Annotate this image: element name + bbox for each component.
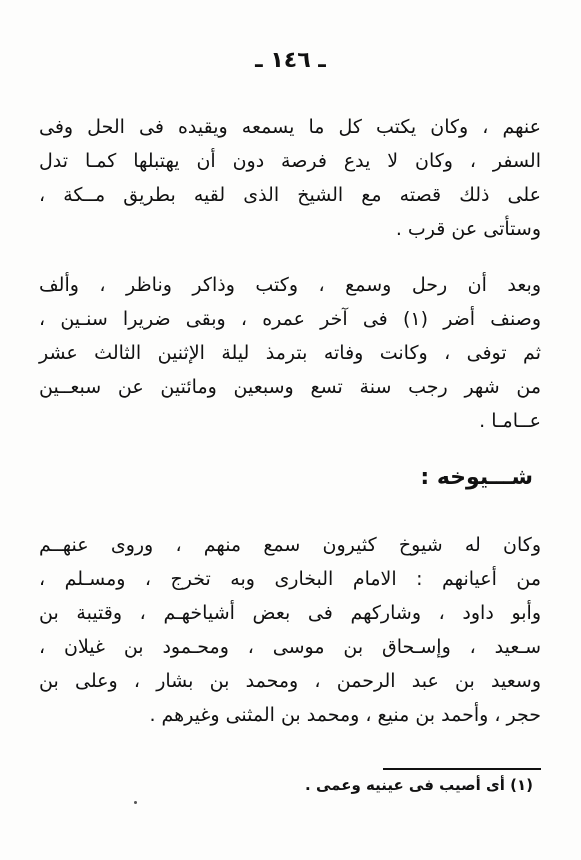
paragraph-biography-writing [39,110,541,246]
text-line: وصنف أضر (١) فى آخر عمره ، وبقى ضريرا سنـين ، [39,308,541,330]
text-line: على ذلك قصته مع الشيخ الذى لقيه بطريق مــكة ، [39,184,541,206]
text-line: سـعيد ، وإسـحاق بن موسى ، ومحـمود بن غيلان ، [39,636,541,658]
text-line: حجر ، وأحمد بن منيع ، ومحمد بن المثنى وغيرهم . [149,704,541,726]
paragraph-teachers [39,528,541,732]
section-heading-teachers: شـــيوخه : [420,465,533,490]
text-line: وبعد أن رحل وسمع ، وكتب وذاكر وناظر ، وألف [39,274,541,296]
text-line: من شهر رجب سنة تسع وسبعين ومائتين عن سبعــين [39,376,541,398]
paragraph-biography-death [39,268,541,438]
text-line: وسعيد بن عبد الرحمن ، ومحمد بن بشار ، وعلى بن [39,670,541,692]
text-line: السفر ، وكان لا يدع فرصة دون أن يهتبلها كمـا تدل [39,150,541,172]
text-line: وكان له شيوخ كثيرون سمع منهم ، وروى عنهــم [39,534,541,556]
text-line: عنهم ، وكان يكتب كل ما يسمعه ويقيده فى الحل وفى [39,116,541,138]
text-line: من أعيانهم : الامام البخارى وبه تخرج ، ومسـلم ، [39,568,541,590]
text-line: وستأتى عن قرب . [395,218,541,240]
text-line: عــامـا . [479,410,541,432]
footnote: (١) أى أصيب فى عينيه وعمى . [305,776,533,794]
footnote-divider [383,768,541,770]
text-line: وأبو داود ، وشاركهم فى بعض أشياخهـم ، وقتيبة بن [39,602,541,624]
page-number: ـ ١٤٦ ـ [255,48,326,73]
print-speck [134,801,137,804]
text-line: ثم توفى ، وكانت وفاته بترمذ ليلة الإثنين الثالث عشر [39,342,541,364]
